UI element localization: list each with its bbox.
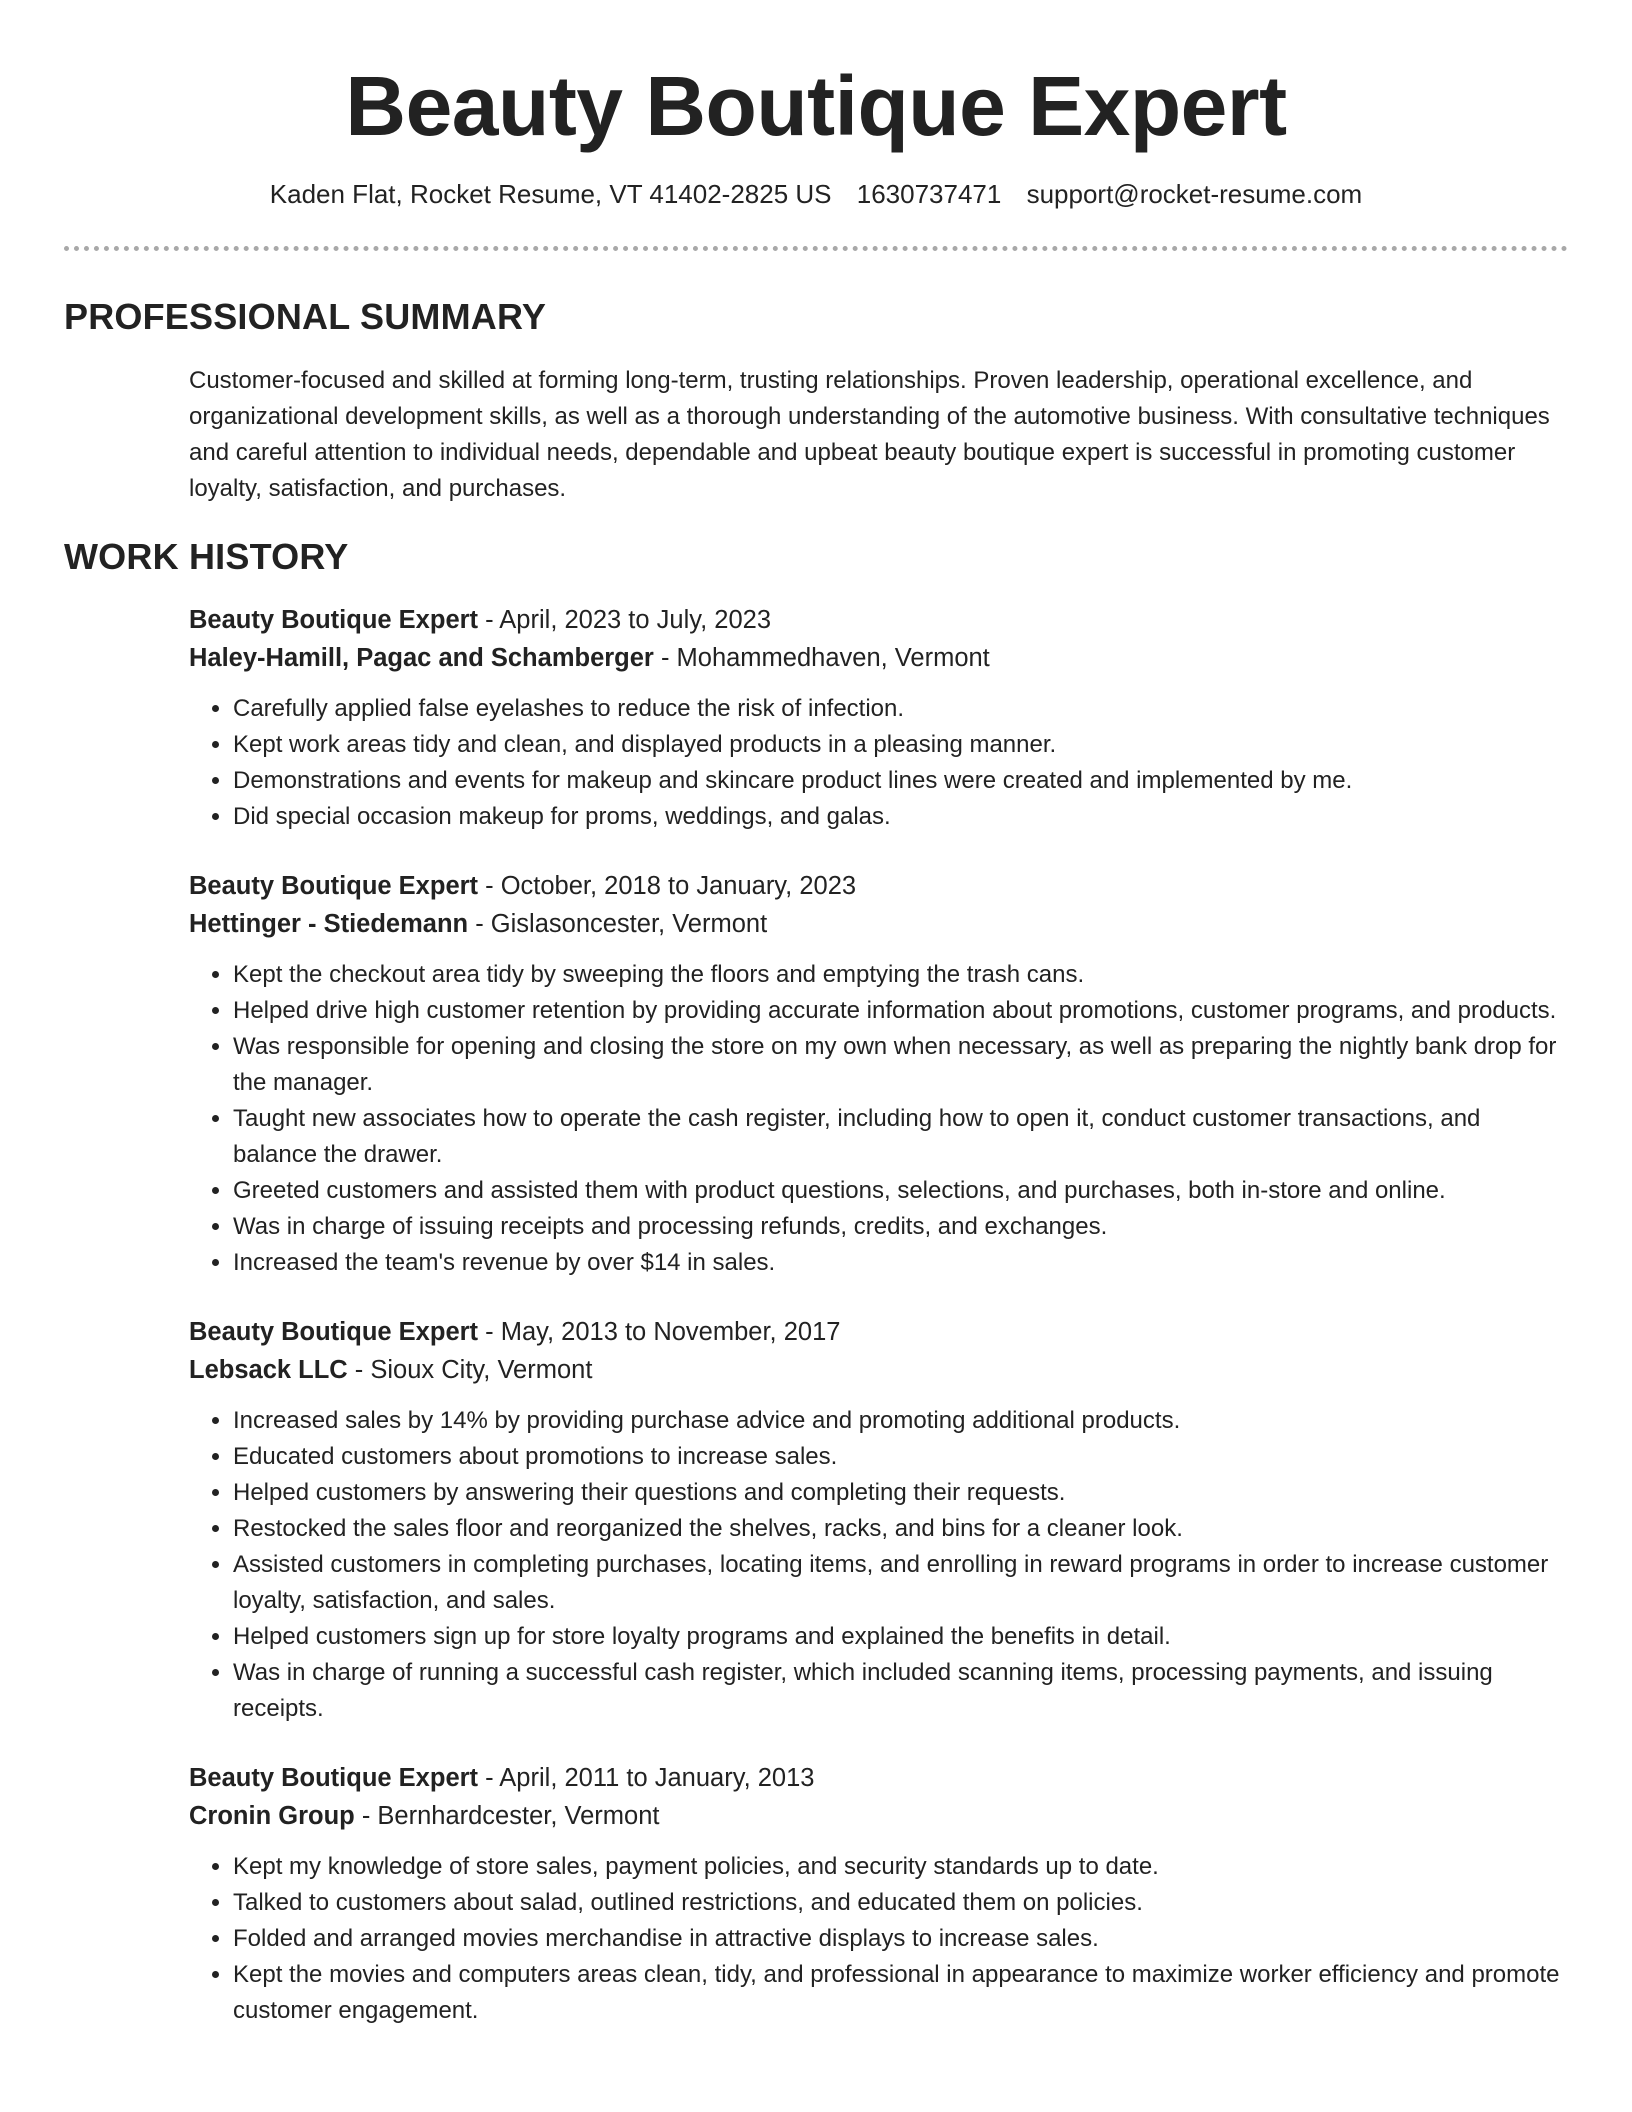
job-company: Hettinger - Stiedemann [189,910,469,938]
job-bullet: • Increased the team's revenue by over $14 in sales. [233,1245,1568,1281]
job-bullets [189,1403,1568,1727]
job-location: - Mohammedhaven, Vermont [653,644,990,672]
job-location: - Sioux City, Vermont [347,1356,593,1384]
job-bullet: • Talked to customers about salad, outlined restrictions, and educated them on policies. [233,1885,1568,1921]
job-bullet: • Increased sales by 14% by providing purchase advice and promoting additional products. [233,1403,1568,1439]
job-title-line [189,601,1568,639]
job-bullet: • Taught new associates how to operate the cash register, including how to open it, conduct customer transactions, and balance the drawer. [233,1101,1568,1173]
job-bullets [189,691,1568,835]
job-bullet: • Restocked the sales floor and reorganized the shelves, racks, and bins for a cleaner look. [233,1511,1568,1547]
job-title-line [189,1313,1568,1351]
summary-heading: PROFESSIONAL SUMMARY [64,296,547,337]
work-history-list [189,601,1568,2029]
job-bullet: • Demonstrations and events for makeup and skincare product lines were created and implemented by me. [233,763,1568,799]
contact-address: Kaden Flat, Rocket Resume, VT 41402-2825 US [269,179,832,209]
job-bullet: • Carefully applied false eyelashes to reduce the risk of infection. [233,691,1568,727]
job-company-line [189,905,1568,943]
summary-text: Customer-focused and skilled at forming long-term, trusting relationships. Proven leadership, operational excellence, and organizational development skills, as well as a thorough understanding of the automotive business. With consultative techniques and careful attention to individual needs, dependable and upbeat beauty boutique expert is successful in promoting customer loyalty, satisfaction, and purchases. [189,367,1550,502]
job-company: Cronin Group [189,1802,355,1830]
job-bullet: • Was responsible for opening and closing the store on my own when necessary, as well as preparing the nightly bank drop for the manager. [233,1029,1568,1101]
job-company: Lebsack LLC [189,1356,348,1384]
job-bullets [189,1849,1568,2029]
job-company-line [189,639,1568,677]
job-dates: - April, 2011 to January, 2013 [478,1764,815,1792]
job-bullet: • Kept work areas tidy and clean, and displayed products in a pleasing manner. [233,727,1568,763]
job-entry [189,867,1568,1281]
contact-line [64,176,1568,212]
job-dates: - October, 2018 to January, 2023 [478,872,857,900]
job-title-line [189,867,1568,905]
contact-email: support@rocket-resume.com [1026,179,1363,209]
job-bullet: • Kept the movies and computers areas clean, tidy, and professional in appearance to maximize worker efficiency and promote customer engagement. [233,1957,1568,2029]
job-entry [189,1313,1568,1727]
job-bullet: • Was in charge of running a successful cash register, which included scanning items, processing payments, and issuing receipts. [233,1655,1568,1727]
job-title: Beauty Boutique Expert [189,1318,479,1346]
job-bullet: • Educated customers about promotions to increase sales. [233,1439,1568,1475]
job-company-line [189,1351,1568,1389]
job-company: Haley-Hamill, Pagac and Schamberger [189,644,654,672]
job-title: Beauty Boutique Expert [189,606,479,634]
job-title: Beauty Boutique Expert [189,872,479,900]
job-bullet: • Helped customers by answering their questions and completing their requests. [233,1475,1568,1511]
job-location: - Gislasoncester, Vermont [468,910,768,938]
job-bullet: • Helped customers sign up for store loyalty programs and explained the benefits in detail. [233,1619,1568,1655]
job-company-line [189,1797,1568,1835]
job-bullets [189,957,1568,1281]
job-bullet: • Did special occasion makeup for proms, weddings, and galas. [233,799,1568,835]
work-history-heading: WORK HISTORY [64,536,349,577]
header-divider [64,246,1568,251]
job-bullet: • Folded and arranged movies merchandise in attractive displays to increase sales. [233,1921,1568,1957]
job-entry [189,1759,1568,2029]
job-bullet: • Was in charge of issuing receipts and processing refunds, credits, and exchanges. [233,1209,1568,1245]
job-bullet: • Kept the checkout area tidy by sweeping the floors and emptying the trash cans. [233,957,1568,993]
job-bullet: • Assisted customers in completing purchases, locating items, and enrolling in reward programs in order to increase customer loyalty, satisfaction, and sales. [233,1547,1568,1619]
job-bullet: • Helped drive high customer retention by providing accurate information about promotions, customer programs, and products. [233,993,1568,1029]
job-title: Beauty Boutique Expert [189,1764,479,1792]
resume-name: Beauty Boutique Expert [345,59,1287,153]
job-bullet: • Greeted customers and assisted them with product questions, selections, and purchases, both in-store and online. [233,1173,1568,1209]
job-entry [189,601,1568,835]
job-title-line [189,1759,1568,1797]
job-bullet: • Kept my knowledge of store sales, payment policies, and security standards up to date. [233,1849,1568,1885]
job-dates: - April, 2023 to July, 2023 [478,606,771,634]
job-dates: - May, 2013 to November, 2017 [478,1318,841,1346]
job-location: - Bernhardcester, Vermont [354,1802,660,1830]
contact-phone: 1630737471 [856,179,1002,209]
